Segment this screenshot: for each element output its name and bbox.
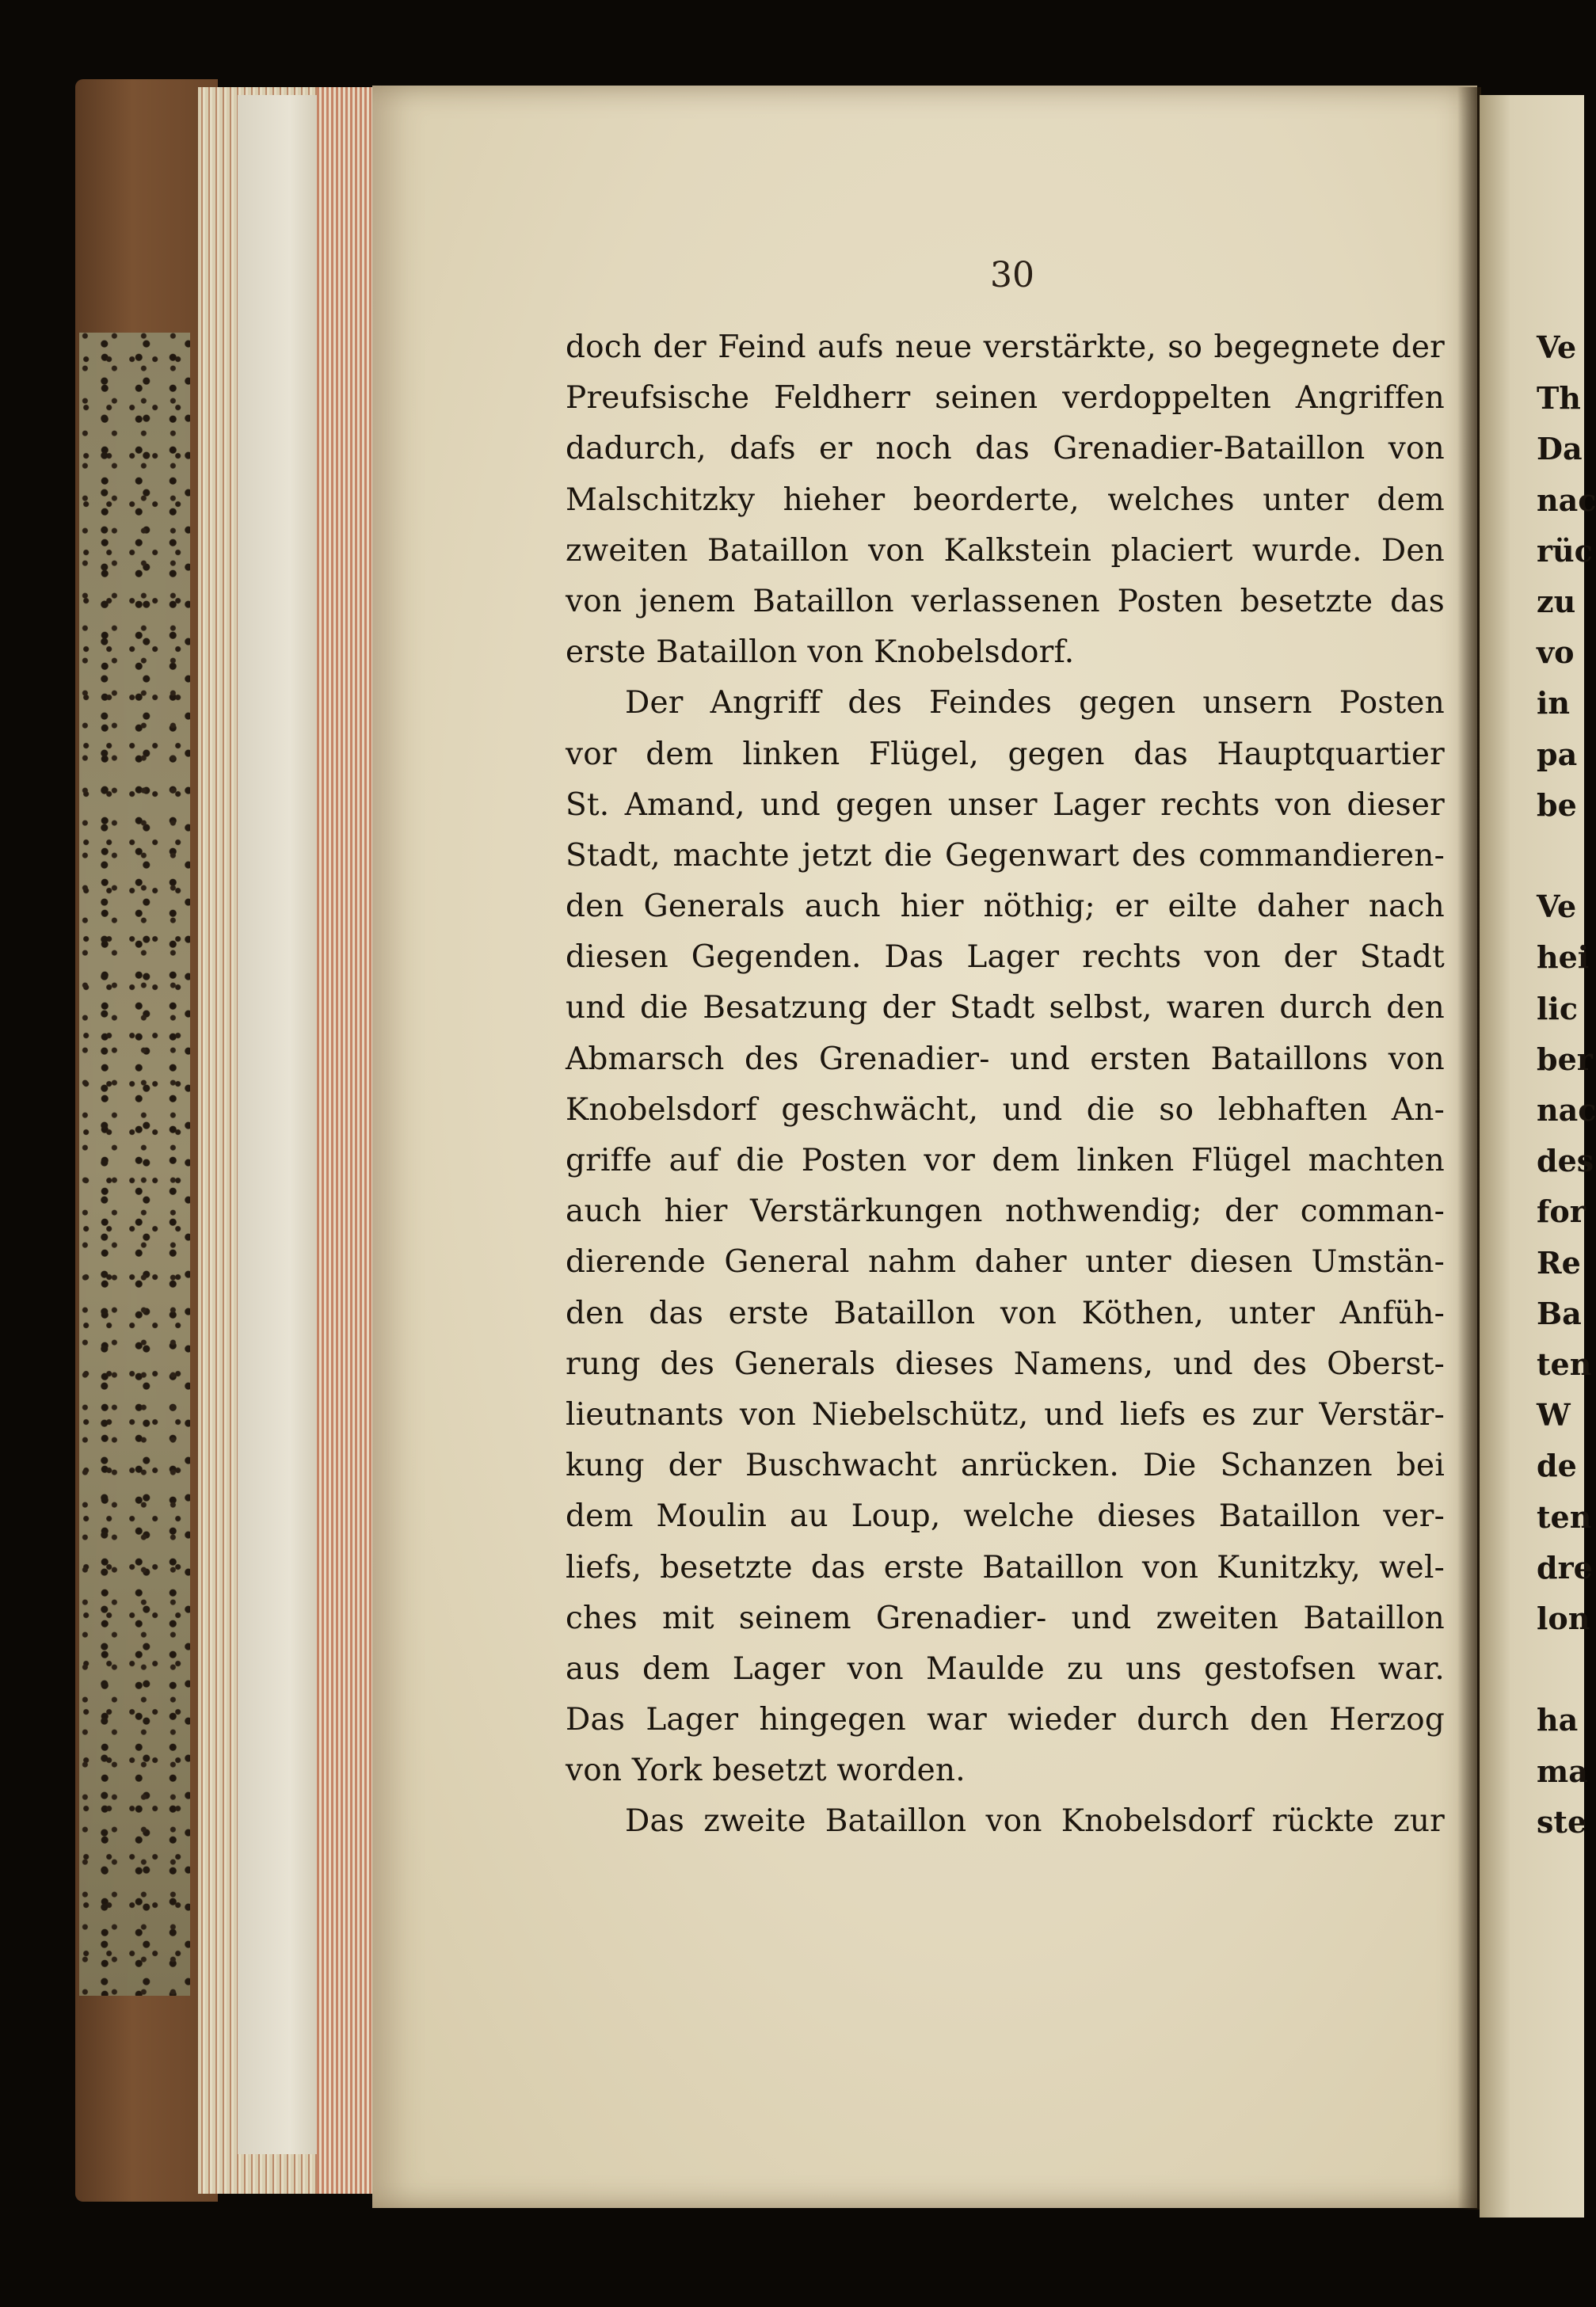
- text-line: St. Amand, und gegen unser Lager rechts von dieser: [566, 786, 1445, 823]
- text-line: vor dem linken Flügel, gegen das Hauptquartier: [566, 736, 1445, 772]
- facing-page-fragment: hei: [1537, 939, 1590, 976]
- text-line: Stadt, machte jetzt die Gegenwart des commandieren-: [566, 837, 1445, 874]
- facing-page-fragment: ber: [1537, 1041, 1593, 1077]
- facing-page-fragment: ma: [1537, 1753, 1588, 1789]
- page-number: 30: [990, 255, 1034, 295]
- text-line: griffe auf die Posten vor dem linken Flügel machten: [566, 1143, 1445, 1178]
- book-gutter: [1457, 87, 1481, 2210]
- facing-page-fragment: rüc: [1537, 532, 1593, 569]
- facing-page-fragment: Ba: [1537, 1295, 1582, 1331]
- facing-page-fragment: des: [1537, 1143, 1594, 1179]
- page-text: [566, 322, 1445, 1848]
- text-line: ches mit seinem Grenadier- und zweiten Bataillon: [566, 1600, 1445, 1636]
- text-line: zweiten Bataillon von Kalkstein placiert wurde. Den: [566, 532, 1445, 569]
- marbled-endpaper: [79, 333, 190, 1996]
- text-line: von jenem Bataillon verlassenen Posten besetzte das: [566, 583, 1445, 619]
- text-line: den das erste Bataillon von Köthen, unter Anfüh-: [566, 1295, 1445, 1331]
- text-line: und die Besatzung der Stadt selbst, waren durch den: [566, 990, 1445, 1026]
- facing-page-fragment: zu: [1537, 584, 1576, 619]
- facing-page-fragment: vo: [1537, 634, 1575, 671]
- facing-page-fragment: lon: [1537, 1601, 1590, 1636]
- text-line: dadurch, dafs er noch das Grenadier-Bataillon von: [566, 431, 1445, 467]
- facing-page-fragment: ten: [1537, 1346, 1592, 1382]
- facing-page: [1480, 95, 1596, 2218]
- facing-page-fragment: de: [1537, 1448, 1577, 1484]
- text-line: auch hier Verstärkungen nothwendig; der comman-: [566, 1193, 1445, 1230]
- text-line: Das Lager hingegen war wieder durch den Herzog: [566, 1702, 1445, 1738]
- facing-page-fragment: ha: [1537, 1702, 1579, 1738]
- text-line: lieutnants von Niebelschütz, und liefs es zur Verstär-: [566, 1396, 1445, 1433]
- facing-page-fragment: nac: [1537, 1092, 1596, 1128]
- facing-page-fragment: W: [1537, 1397, 1571, 1433]
- text-line: Malschitzky hieher beorderte, welches unter dem: [566, 482, 1445, 518]
- text-line: doch der Feind aufs neue verstärkte, so begegnete der: [566, 329, 1445, 365]
- text-line: erste Bataillon von Knobelsdorf.: [566, 634, 1075, 671]
- text-line: Preufsische Feldherr seinen verdoppelten Angriffen: [566, 380, 1445, 417]
- facing-page-fragment: dre: [1537, 1549, 1593, 1586]
- text-line: kung der Buschwacht anrücken. Die Schanzen bei: [566, 1448, 1445, 1484]
- text-line: Abmarsch des Grenadier- und ersten Bataillons von: [566, 1041, 1445, 1077]
- facing-page-fragment: Ve: [1537, 889, 1577, 925]
- text-line: rung des Generals dieses Namens, und des Oberst-: [566, 1346, 1445, 1382]
- text-line: Knobelsdorf geschwächt, und die so lebhaften An-: [566, 1091, 1445, 1128]
- facing-page-fragment: Da: [1537, 431, 1583, 467]
- facing-page-fragment: for: [1537, 1193, 1586, 1230]
- text-line: dem Moulin au Loup, welche dieses Bataillon ver-: [566, 1498, 1445, 1535]
- text-line: von York besetzt worden.: [566, 1753, 966, 1789]
- text-line: Das zweite Bataillon von Knobelsdorf rückte zur: [625, 1803, 1445, 1840]
- text-line: den Generals auch hier nöthig; er eilte daher nach: [566, 889, 1445, 925]
- text-line: liefs, besetzte das erste Bataillon von Kunitzky, wel-: [566, 1549, 1445, 1586]
- facing-page-fragment: in: [1537, 685, 1571, 721]
- facing-page-fragment: lic: [1537, 990, 1579, 1026]
- facing-page-fragment: pa: [1537, 736, 1578, 772]
- facing-page-fragment: Th: [1537, 380, 1581, 417]
- facing-page-fragment: be: [1537, 786, 1577, 823]
- text-line: Der Angriff des Feindes gegen unsern Posten: [625, 685, 1445, 721]
- page-edges-light: [238, 95, 325, 2154]
- red-page-edges: [317, 87, 372, 2194]
- facing-page-fragment: Re: [1537, 1244, 1581, 1281]
- text-line: diesen Gegenden. Das Lager rechts von der Stadt: [566, 939, 1445, 976]
- facing-page-fragment: nac: [1537, 482, 1596, 518]
- facing-page-fragment: ten: [1537, 1498, 1592, 1535]
- facing-page-fragment: ste: [1537, 1803, 1587, 1840]
- facing-page-fragment: Ve: [1537, 329, 1577, 365]
- text-line: dierende General nahm daher unter diesen Umstän-: [566, 1244, 1445, 1281]
- text-line: aus dem Lager von Maulde zu uns gestofsen war.: [566, 1650, 1445, 1687]
